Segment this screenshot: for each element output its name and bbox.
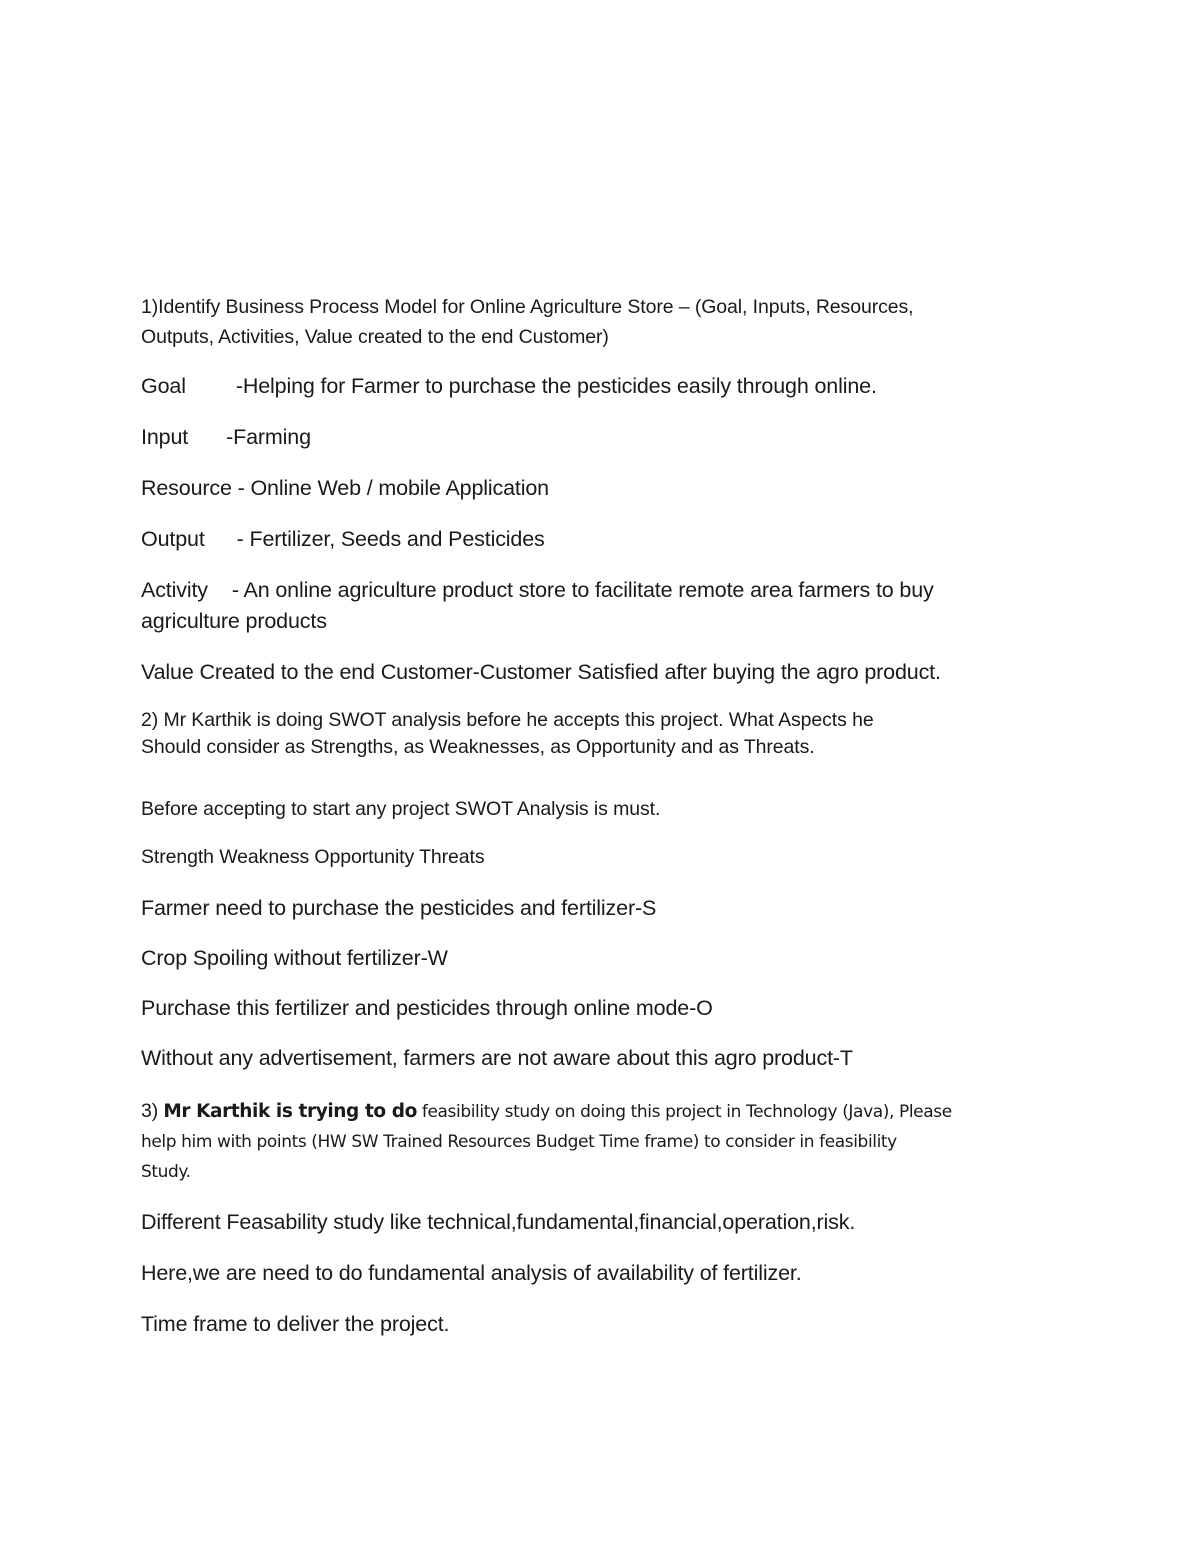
input-row bbox=[141, 425, 311, 450]
swot-weakness: Crop Spoiling without fertilizer-W bbox=[141, 946, 448, 970]
feasibility-line-3: Time frame to deliver the project. bbox=[141, 1312, 450, 1336]
output-row bbox=[141, 527, 545, 552]
goal-row bbox=[141, 374, 877, 399]
goal-value: -Helping for Farmer to purchase the pesticides easily through online. bbox=[235, 374, 877, 398]
question-3-line-2: help him with points (HW SW Trained Resources Budget Time frame) to consider in feasibility bbox=[141, 1132, 897, 1152]
question-2-line-2: Should consider as Strengths, as Weaknesses, as Opportunity and as Threats. bbox=[141, 736, 815, 758]
activity-label: Activity bbox=[141, 578, 208, 602]
question-1-line-1: 1)Identify Business Process Model for Online Agriculture Store – (Goal, Inputs, Resources, bbox=[141, 296, 914, 318]
question-3-rest: feasibility study on doing this project in Technology (Java), Please bbox=[416, 1102, 952, 1122]
activity-value: - An online agriculture product store to facilitate remote area farmers to buy bbox=[231, 578, 934, 602]
output-label: Output bbox=[141, 527, 205, 551]
input-label: Input bbox=[141, 425, 189, 449]
swot-strength: Farmer need to purchase the pesticides and fertilizer-S bbox=[141, 896, 657, 920]
question-1-line-2: Outputs, Activities, Value created to the end Customer) bbox=[141, 326, 609, 348]
activity-row-line-2: agriculture products bbox=[141, 609, 327, 633]
value-created-row: Value Created to the end Customer-Customer Satisfied after buying the agro product. bbox=[141, 660, 941, 684]
swot-opportunity: Purchase this fertilizer and pesticides through online mode-O bbox=[141, 996, 713, 1020]
swot-header: Strength Weakness Opportunity Threats bbox=[141, 846, 485, 868]
question-3-bold: Mr Karthik is trying to do bbox=[163, 1101, 417, 1122]
question-3-number: 3) bbox=[141, 1100, 164, 1122]
feasibility-line-2: Here,we are need to do fundamental analysis of availability of fertilizer. bbox=[141, 1261, 802, 1285]
input-value: -Farming bbox=[226, 425, 311, 449]
question-3-line-1 bbox=[141, 1100, 952, 1123]
goal-label: Goal bbox=[141, 374, 186, 398]
swot-threat: Without any advertisement, farmers are not aware about this agro product-T bbox=[141, 1046, 853, 1070]
output-value: - Fertilizer, Seeds and Pesticides bbox=[236, 527, 545, 551]
feasibility-line-1: Different Feasability study like technical,fundamental,financial,operation,risk. bbox=[141, 1210, 856, 1234]
resource-row: Resource - Online Web / mobile Application bbox=[141, 476, 549, 500]
activity-row bbox=[141, 578, 934, 603]
question-3-line-3: Study. bbox=[141, 1162, 191, 1182]
question-2-line-1: 2) Mr Karthik is doing SWOT analysis before he accepts this project. What Aspects he bbox=[141, 709, 874, 731]
swot-intro: Before accepting to start any project SWOT Analysis is must. bbox=[141, 798, 661, 820]
